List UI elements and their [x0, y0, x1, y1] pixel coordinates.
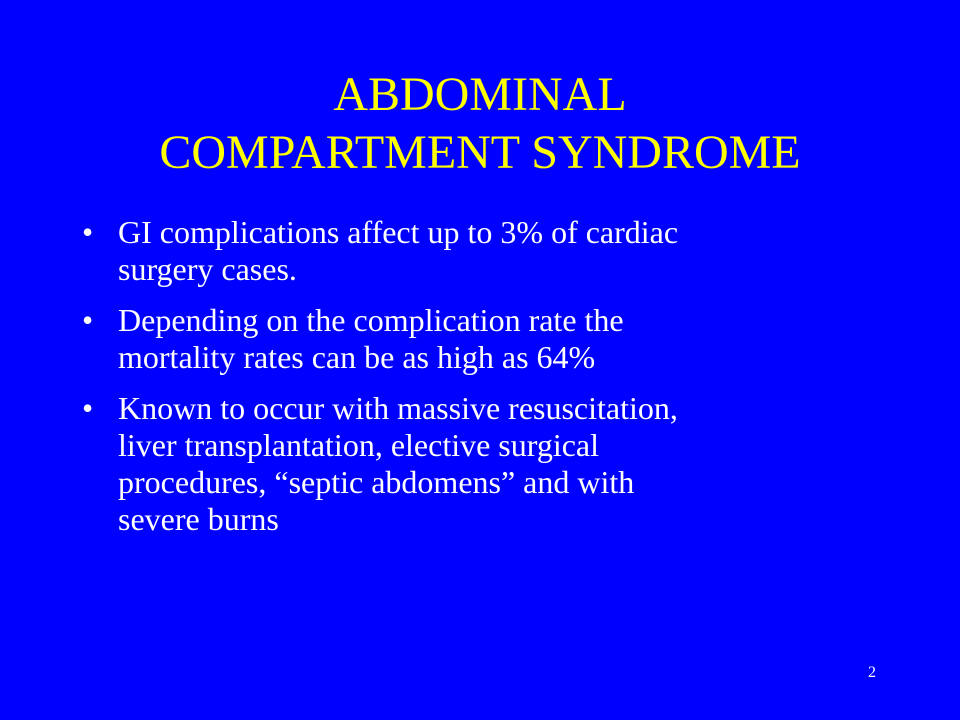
- bullet-text-line: mortality rates can be as high as 64%: [118, 339, 596, 375]
- bullet-text-line: Depending on the complication rate the: [118, 302, 624, 338]
- slide-page-number: 2: [868, 664, 876, 681]
- bullet-text-line: severe burns: [118, 501, 279, 537]
- bullet-marker: •: [82, 214, 94, 250]
- bullet-item-mortality-rate: [82, 302, 922, 376]
- bullet-text-line: surgery cases.: [118, 251, 297, 287]
- bullet-marker: •: [82, 390, 94, 426]
- slide-title: [0, 66, 960, 182]
- bullet-marker: •: [82, 302, 94, 338]
- slide-title-line-1: ABDOMINAL: [333, 68, 627, 121]
- bullet-item-known-causes: [82, 390, 922, 538]
- bullet-list: [82, 214, 922, 552]
- slide-title-line-2: COMPARTMENT SYNDROME: [159, 126, 801, 179]
- bullet-text-line: liver transplantation, elective surgical: [118, 427, 600, 463]
- bullet-text-line: GI complications affect up to 3% of cardiac: [118, 214, 679, 250]
- bullet-text-line: procedures, “septic abdomens” and with: [118, 464, 635, 500]
- bullet-text-line: Known to occur with massive resuscitation,: [118, 390, 678, 426]
- bullet-item-gi-complications: [82, 214, 922, 288]
